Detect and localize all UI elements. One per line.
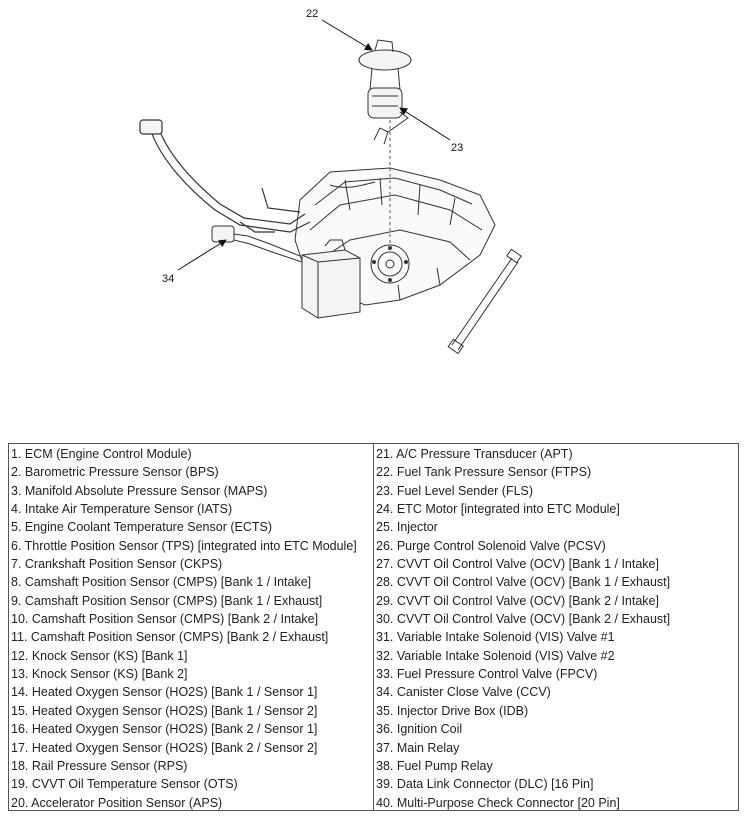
legend-item: 16. Heated Oxygen Sensor (HO2S) [Bank 2 / Sensor 1]: [11, 722, 318, 737]
legend-item: 6. Throttle Position Sensor (TPS) [integrated into ETC Module]: [11, 538, 357, 553]
legend-item: 8. Camshaft Position Sensor (CMPS) [Bank 1 / Intake]: [11, 575, 312, 590]
callout-arrow-23: [400, 108, 450, 140]
legend-item: 19. CVVT Oil Temperature Sensor (OTS): [11, 777, 238, 792]
callout-arrow-22: [322, 20, 372, 50]
legend-item: 22. Fuel Tank Pressure Sensor (FTPS): [376, 465, 592, 480]
legend-item: 13. Knock Sensor (KS) [Bank 2]: [11, 667, 188, 682]
legend-item: 23. Fuel Level Sender (FLS): [376, 483, 534, 498]
legend-column-left: [9, 444, 373, 810]
fuel-system-diagram: [0, 0, 749, 400]
legend-item: 26. Purge Control Solenoid Valve (PCSV): [376, 538, 606, 553]
callout-34: 34: [162, 273, 175, 285]
legend-column-right: [373, 444, 738, 810]
legend-item: 31. Variable Intake Solenoid (VIS) Valve #1: [376, 630, 615, 645]
legend-item: 30. CVVT Oil Control Valve (OCV) [Bank 2 / Exhaust]: [376, 612, 671, 627]
component-legend-table: [8, 443, 739, 811]
legend-item: 14. Heated Oxygen Sensor (HO2S) [Bank 1 / Sensor 1]: [11, 685, 318, 700]
legend-item: 27. CVVT Oil Control Valve (OCV) [Bank 1 / Intake]: [376, 557, 659, 572]
legend-item: 37. Main Relay: [376, 740, 460, 755]
legend-item: 33. Fuel Pressure Control Valve (FPCV): [376, 667, 598, 682]
legend-item: 15. Heated Oxygen Sensor (HO2S) [Bank 1 / Sensor 2]: [11, 703, 318, 718]
legend-item: 7. Crankshaft Position Sensor (CKPS): [11, 557, 223, 572]
legend-item: 12. Knock Sensor (KS) [Bank 1]: [11, 648, 188, 663]
legend-item: 1. ECM (Engine Control Module): [11, 447, 192, 461]
legend-item: 25. Injector: [376, 520, 438, 535]
legend-item: 40. Multi-Purpose Check Connector [20 Pin]: [376, 795, 620, 810]
legend-item: 36. Ignition Coil: [376, 722, 463, 737]
callout-arrow-34: [178, 240, 226, 270]
legend-item: 21. A/C Pressure Transducer (APT): [376, 447, 573, 461]
legend-item: 35. Injector Drive Box (IDB): [376, 703, 529, 718]
legend-item: 9. Camshaft Position Sensor (CMPS) [Bank 1 / Exhaust]: [11, 593, 323, 608]
legend-item: 32. Variable Intake Solenoid (VIS) Valve #2: [376, 648, 615, 663]
legend-item: 18. Rail Pressure Sensor (RPS): [11, 758, 188, 773]
callout-23: 23: [451, 142, 464, 154]
callout-22: 22: [306, 8, 319, 20]
legend-item: 11. Camshaft Position Sensor (CMPS) [Bank 2 / Exhaust]: [11, 630, 329, 645]
legend-item: 4. Intake Air Temperature Sensor (IATS): [11, 502, 233, 517]
legend-item: 20. Accelerator Position Sensor (APS): [11, 795, 223, 810]
fuel-pump-assembly: [359, 40, 411, 144]
legend-item: 39. Data Link Connector (DLC) [16 Pin]: [376, 777, 594, 792]
legend-item: 2. Barometric Pressure Sensor (BPS): [11, 465, 219, 480]
legend-item: 10. Camshaft Position Sensor (CMPS) [Bank 2 / Intake]: [11, 612, 319, 627]
legend-item: 5. Engine Coolant Temperature Sensor (ECTS): [11, 520, 273, 535]
legend-item: 38. Fuel Pump Relay: [376, 758, 493, 773]
legend-item: 24. ETC Motor [integrated into ETC Module]: [376, 502, 620, 517]
legend-item: 3. Manifold Absolute Pressure Sensor (MAPS): [11, 483, 268, 498]
legend-item: 34. Canister Close Valve (CCV): [376, 685, 551, 700]
filler-neck-hose: [140, 120, 310, 232]
legend-item: 17. Heated Oxygen Sensor (HO2S) [Bank 2 / Sensor 2]: [11, 740, 318, 755]
legend-item: 28. CVVT Oil Control Valve (OCV) [Bank 1 / Exhaust]: [376, 575, 671, 590]
legend-item: 29. CVVT Oil Control Valve (OCV) [Bank 2 / Intake]: [376, 593, 659, 608]
